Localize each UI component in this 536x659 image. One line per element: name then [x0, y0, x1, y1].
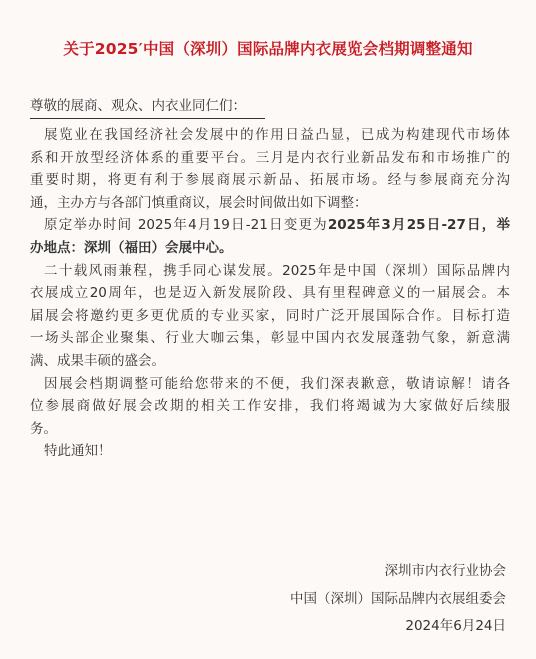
new-date-text: 2025年3月25日-27日，举 [327, 217, 510, 234]
paragraph-line [30, 214, 510, 237]
salutation-underline [30, 118, 265, 119]
original-date-text: 原定举办时间 2025年4月19日-21日变更为 [44, 217, 328, 234]
paragraph-line: 位参展商做好展会改期的相关工作安排，我们将竭诚为大家做好后续服 [30, 398, 510, 415]
closing-text: 特此通知！ [44, 443, 112, 460]
paragraph-4 [30, 373, 510, 441]
paragraph-line: 系和开放型经济体系的重要平台。三月是内衣行业新品发布和市场推广的 [30, 149, 510, 166]
notice-title: 关于2025′中国（深圳）国际品牌内衣展览会档期调整通知 [63, 40, 473, 58]
paragraph-line: 届展会将邀约更多更优质的专业买家，同时广泛开展国际合作。目标打造 [30, 307, 510, 324]
paragraph-line: 重要时期，将更有利于参展商展示新品、拓展市场。经与参展商充分沟 [30, 172, 510, 189]
signature-date: 2024年6月24日 [405, 618, 506, 634]
signature-org-1: 深圳市内衣行业协会 [384, 563, 506, 579]
salutation: 尊敬的展商、观众、内衣业同仁们： [30, 98, 246, 114]
paragraph-line: 一场头部企业聚集、行业大咖云集，彰显中国内衣发展蓬勃气象，新意满 [30, 330, 510, 347]
paragraph-line: 二十载风雨兼程，携手同心谋发展。2025年是中国（深圳）国际品牌内 [44, 262, 510, 279]
paragraph-line: 务。 [30, 420, 57, 437]
paragraph-3 [30, 260, 510, 373]
signature-org-2: 中国（深圳）国际品牌内衣展组委会 [290, 591, 506, 607]
paragraph-line: 因展会档期调整可能给您带来的不便，我们深表歉意，敬请谅解！请各 [44, 375, 510, 392]
notice-body [30, 124, 510, 463]
paragraph-line: 衣展成立20周年，也是迈入新发展阶段、具有里程碑意义的一届展会。本 [30, 285, 510, 302]
paragraph-line: 展览业在我国经济社会发展中的作用日益凸显，已成为构建现代市场体 [44, 127, 510, 143]
venue-text: 办地点：深圳（福田）会展中心。 [30, 239, 233, 256]
paragraph-1 [30, 124, 510, 214]
paragraph-2 [30, 214, 510, 259]
paragraph-line: 通，主办方与各部门慎重商议，展会时间做出如下调整： [30, 194, 368, 211]
paragraph-line: 满、成果丰硕的盛会。 [30, 352, 165, 369]
